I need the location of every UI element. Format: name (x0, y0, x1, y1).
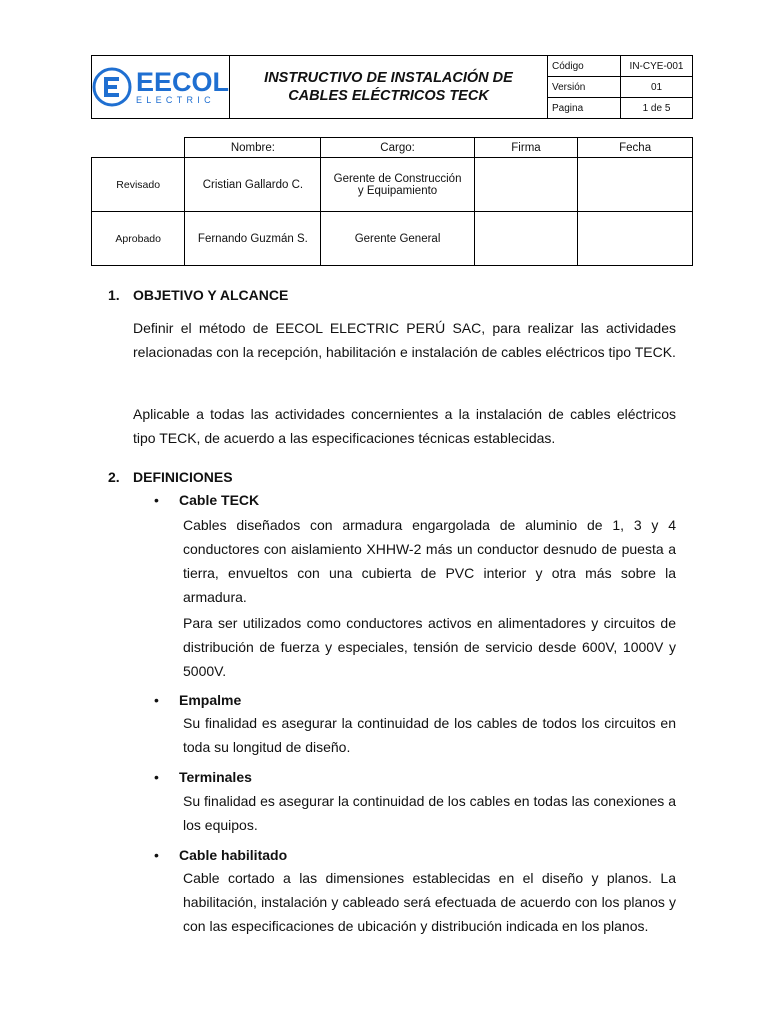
eecol-logo-icon (92, 67, 132, 107)
row-label: Aprobado (92, 212, 185, 266)
definition-text: Para ser utilizados como conductores activos en alimentadores y circuitos de distribución de fuerza y especiales, tensión de servicio desde 600V, 1000V y 5000V. (183, 615, 676, 679)
term-label: Cable TECK (179, 492, 260, 508)
meta-value: 01 (650, 81, 663, 93)
definition-term (154, 692, 241, 708)
meta-key: Pagina (548, 98, 621, 118)
meta-row-pagina (548, 98, 692, 118)
bullet-icon: • (154, 769, 159, 785)
approval-header-row (92, 138, 693, 158)
name-cell: Fernando Guzmán S. (185, 212, 321, 266)
col-header-nombre: Nombre: (185, 138, 321, 158)
bullet-icon: • (154, 492, 159, 508)
paragraph: Aplicable a todas las actividades concernientes a la instalación de cables eléctricos tipo TECK, de acuerdo a las especificaciones técnicas establecidas. (133, 406, 676, 446)
paragraph: Definir el método de EECOL ELECTRIC PERÚ SAC, para realizar las actividades relacionadas con la recepción, habilitación e instalación de cables eléctricos tipo TECK. (133, 320, 676, 360)
date-cell (578, 158, 693, 212)
definition-term (154, 769, 252, 785)
section-heading-2 (108, 469, 233, 485)
meta-value: 1 de 5 (642, 102, 671, 114)
logo-main-text: EECOL (136, 67, 230, 97)
meta-row-codigo (548, 56, 692, 77)
meta-key: Versión (548, 77, 621, 97)
row-label: Revisado (92, 158, 185, 212)
term-label: Terminales (179, 769, 252, 785)
col-header-fecha: Fecha (578, 138, 693, 158)
section-number: 1. (108, 287, 120, 303)
definition-text: Su finalidad es asegurar la continuidad de los cables de todos los circuitos en toda su longitud de diseño. (183, 715, 676, 755)
role-line: Gerente de Construcción (333, 172, 462, 185)
section-title: OBJETIVO Y ALCANCE (133, 287, 289, 303)
term-label: Empalme (179, 692, 242, 708)
definition-text: Cables diseñados con armadura engargolada de aluminio de 1, 3 y 4 conductores con aislamiento XHHW-2 más un conductor desnudo de puesta a tierra, envueltos con una cubierta de PVC interior y otra más sobre la armadura. (183, 517, 676, 605)
document-header (91, 55, 693, 119)
col-header-cargo: Cargo: (321, 138, 474, 158)
section-title: DEFINICIONES (133, 469, 233, 485)
definition-text: Su finalidad es asegurar la continuidad de los cables en todas las conexiones a los equipos. (183, 793, 676, 833)
approval-row-revisado (92, 158, 693, 212)
section-number: 2. (108, 469, 120, 485)
meta-value: IN-CYE-001 (629, 60, 684, 72)
signature-cell (474, 212, 578, 266)
definition-text: Cable cortado a las dimensiones establecidas en el diseño y planos. La habilitación, instalación y cableado será efectuada de acuerdo con los planos y con las especificaciones de ubicación y distribución indicada en los planos. (183, 870, 676, 934)
name-cell: Cristian Gallardo C. (185, 158, 321, 212)
signature-cell (474, 158, 578, 212)
logo-sub-text: ELECTRIC (136, 95, 215, 105)
company-logo (92, 56, 230, 118)
term-label: Cable habilitado (179, 847, 288, 863)
document-title (230, 56, 548, 118)
empty-cell (92, 138, 185, 158)
document-meta (548, 56, 692, 118)
title-line-1: INSTRUCTIVO DE INSTALACIÓN DE (264, 70, 513, 86)
meta-key: Código (548, 56, 621, 76)
title-line-2: CABLES ELÉCTRICOS TECK (288, 88, 489, 104)
bullet-icon: • (154, 847, 159, 863)
role-cell (321, 158, 474, 212)
definition-term (154, 847, 287, 863)
role-line: y Equipamiento (357, 184, 438, 197)
section-heading-1 (108, 287, 288, 303)
role-cell: Gerente General (321, 212, 474, 266)
approval-table (91, 137, 693, 266)
col-header-firma: Firma (474, 138, 578, 158)
bullet-icon: • (154, 692, 159, 708)
date-cell (578, 212, 693, 266)
approval-row-aprobado (92, 212, 693, 266)
meta-row-version (548, 77, 692, 98)
definition-term (154, 492, 259, 508)
